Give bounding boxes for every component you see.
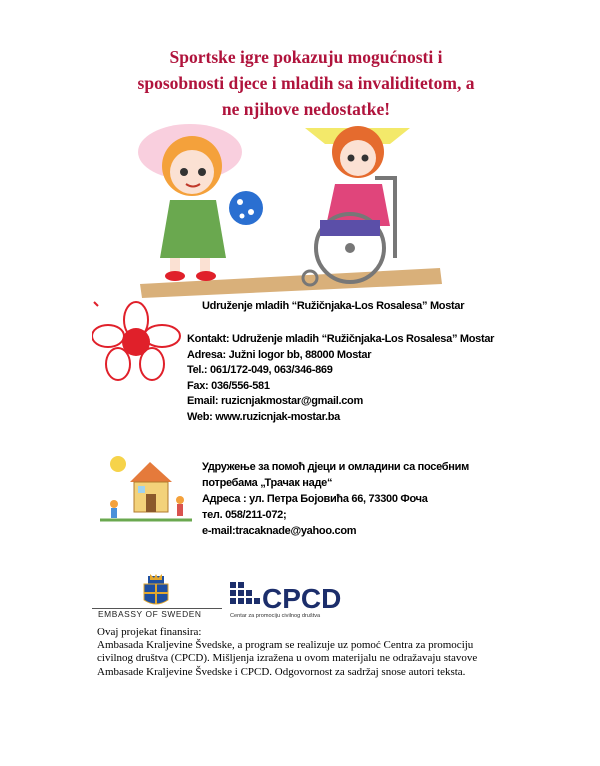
headline-line: sposobnosti djece i mladih sa invaliditetom, a (137, 73, 475, 93)
org1-contact (187, 332, 494, 426)
headline-line: Sportske igre pokazuju mogućnosti i (169, 47, 443, 67)
funding-line: civilnog društva (CPCD). Mišljenja izražena u ovom materijalu ne odražavaju stavove (97, 652, 478, 665)
org2-line: потребама „Трачак наде“ (202, 477, 333, 489)
funding-line: Ambasade Kraljevine Švedske i CPCD. Odgovornost za sadržaj snose autori teksta. (97, 665, 466, 678)
org2-line: e-mail:tracaknade@yahoo.com (202, 525, 357, 537)
org2-line: Адреса : ул. Петра Бојовића 66, 73300 Фоча (202, 493, 428, 505)
org1-title: Udruženje mladih “Ružičnjaka-Los Rosalesa” Mostar (202, 300, 465, 312)
org1-line: Email: ruzicnjakmostar@gmail.com (187, 395, 363, 408)
funding-line: Ovaj projekat finansira: (97, 626, 202, 638)
cpcd-subtitle: Centar za promociju civilnog društva (230, 613, 321, 619)
red-flower-logo (92, 300, 182, 382)
headline-line: ne njihove nedostatke! (221, 99, 391, 119)
org1-line: Adresa: Južni logor bb, 88000 Mostar (187, 348, 372, 361)
funding-line: Ambasada Kraljevine Švedske, a program se realizuje uz pomoć Centra za promociju (97, 639, 474, 652)
org2-contact (202, 459, 469, 539)
org2-line: тел. 058/211-072; (202, 509, 287, 521)
org1-line: Tel.: 061/172-049, 063/346-869 (187, 364, 333, 377)
org2-line: Удружење за помоћ дјеци и омладини са посебним (202, 461, 469, 473)
house-drawing (100, 452, 192, 524)
org1-line: Kontakt: Udruženje mladih “Ružičnjaka-Los Rosalesa” Mostar (187, 333, 495, 345)
org1-line: Web: www.ruzicnjak-mostar.ba (187, 410, 340, 423)
embassy-label: EMBASSY OF SWEDEN (98, 609, 202, 619)
children-illustration (120, 108, 450, 298)
funding-note (97, 626, 527, 679)
cpcd-wordmark: CPCD (262, 583, 342, 614)
org1-line: Fax: 036/556-581 (187, 379, 270, 392)
